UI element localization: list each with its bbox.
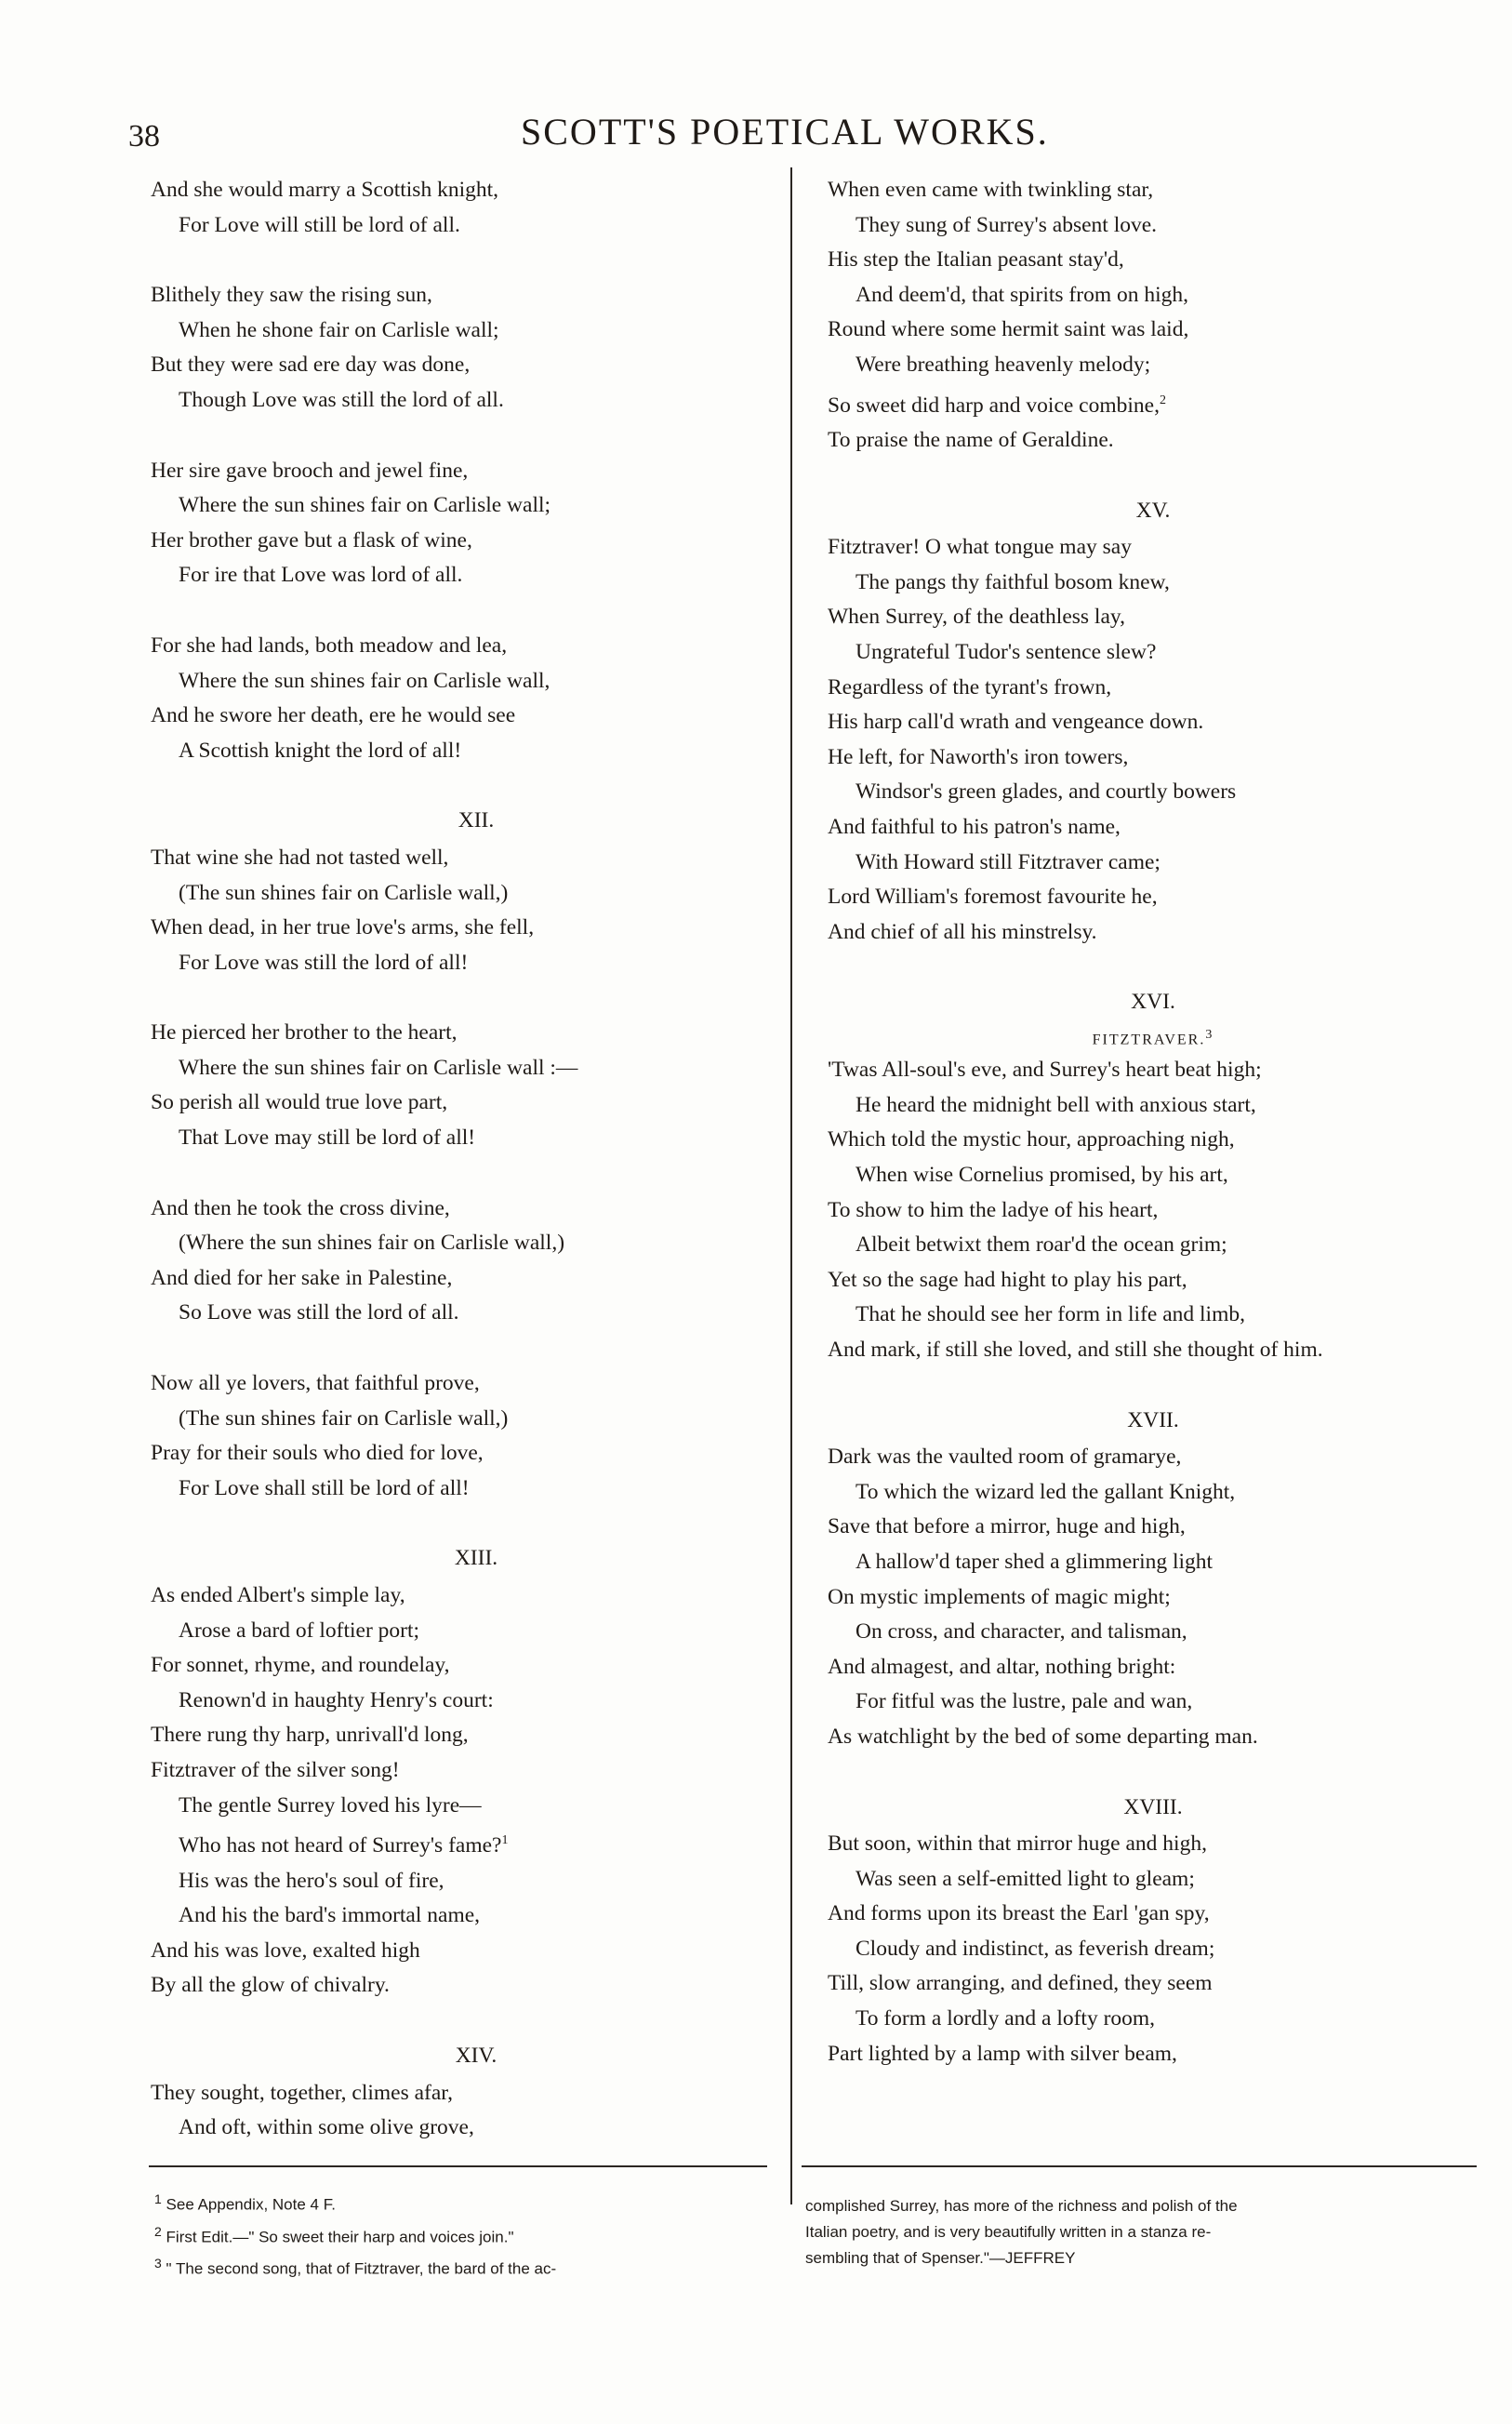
stanza xyxy=(151,173,802,243)
verse-text: Till, slow arranging, and defined, they seem xyxy=(828,1971,1213,1996)
verse-text: Part lighted by a lamp with silver beam, xyxy=(828,2041,1177,2066)
verse-text: Blithely they saw the rising sun, xyxy=(151,283,432,308)
verse-line xyxy=(828,740,1479,776)
verse-text: When he shone fair on Carlisle wall; xyxy=(179,317,499,342)
verse-line xyxy=(828,1862,1479,1898)
verse-text: Her brother gave but a flask of wine, xyxy=(151,527,472,553)
verse-text: (The sun shines fair on Carlisle wall,) xyxy=(179,880,509,905)
verse-text: And she would marry a Scottish knight, xyxy=(151,178,499,202)
stanza xyxy=(151,454,802,593)
verse-text: When even came with twinkling star, xyxy=(828,178,1154,202)
verse-text: Save that before a mirror, huge and high, xyxy=(828,1514,1186,1539)
verse-line xyxy=(828,1510,1479,1545)
verse-text: Where the sun shines fair on Carlisle wall; xyxy=(179,493,551,518)
stanza xyxy=(151,841,802,980)
verse-text: To show to him the ladye of his heart, xyxy=(828,1197,1159,1222)
verse-line xyxy=(828,1685,1479,1720)
verse-line xyxy=(828,1298,1479,1333)
verse-text: That Love may still be lord of all! xyxy=(179,1125,476,1151)
verse-text: And deem'd, that spirits from on high, xyxy=(855,282,1188,307)
stanza xyxy=(151,2076,802,2146)
verse-text: Yet so the sage had hight to play his part, xyxy=(828,1267,1187,1292)
footnote-text: sembling that of Spenser."—JEFFREY xyxy=(805,2249,1076,2267)
verse-line xyxy=(151,1472,802,1507)
verse-line xyxy=(828,1053,1479,1088)
verse-line xyxy=(151,1898,802,1934)
verse-line xyxy=(151,558,802,593)
verse-text: On mystic implements of magic might; xyxy=(828,1584,1171,1609)
footnote xyxy=(154,2250,773,2283)
verse-text: Now all ye lovers, that faithful prove, xyxy=(151,1371,480,1396)
verse-text: Windsor's green glades, and courtly bowers xyxy=(855,779,1237,805)
stanza xyxy=(151,1192,802,1331)
footnote xyxy=(805,2219,1477,2245)
verse-line xyxy=(151,1226,802,1261)
verse-line xyxy=(151,1823,802,1863)
verse-text: Which told the mystic hour, approaching nigh, xyxy=(828,1127,1235,1152)
verse-line xyxy=(151,348,802,383)
verse-line xyxy=(828,1440,1479,1475)
verse-line xyxy=(151,911,802,946)
verse-line xyxy=(828,313,1479,348)
verse-line xyxy=(151,2111,802,2146)
verse-line xyxy=(828,2002,1479,2037)
verse-text: For Love was still the lord of all! xyxy=(179,950,469,975)
verse-line xyxy=(828,915,1479,951)
verse-line xyxy=(828,566,1479,601)
verse-text: As watchlight by the bed of some departing man. xyxy=(828,1724,1258,1749)
verse-line xyxy=(151,1261,802,1297)
verse-text: To form a lordly and a lofty room, xyxy=(855,2006,1156,2031)
verse-text: So sweet did harp and voice combine, xyxy=(828,393,1160,418)
verse-text: That wine she had not tasted well, xyxy=(151,845,449,870)
verse-text: 'Twas All-soul's eve, and Surrey's heart beat high; xyxy=(828,1058,1262,1083)
verse-text: On cross, and character, and talisman, xyxy=(855,1619,1187,1645)
stanza xyxy=(151,1016,802,1155)
verse-line xyxy=(828,1333,1479,1368)
verse-text: And mark, if still she loved, and still she thought of him. xyxy=(828,1337,1323,1362)
footnote-number: 1 xyxy=(154,2191,162,2206)
verse-text: Though Love was still the lord of all. xyxy=(179,387,504,412)
verse-text: And oft, within some olive grove, xyxy=(179,2115,474,2140)
verse-line xyxy=(828,600,1479,635)
verse-line xyxy=(828,1475,1479,1511)
verse-line xyxy=(828,278,1479,313)
verse-text: Fitztraver! O what tongue may say xyxy=(828,535,1132,560)
verse-text: And then he took the cross divine, xyxy=(151,1195,450,1220)
verse-text: He heard the midnight bell with anxious start, xyxy=(855,1092,1256,1117)
verse-line xyxy=(828,1897,1479,1932)
stanza xyxy=(828,173,1479,459)
verse-text: His was the hero's soul of fire, xyxy=(179,1868,444,1893)
footnotes-left xyxy=(154,2186,773,2283)
verse-line xyxy=(151,1436,802,1472)
verse-line xyxy=(828,1615,1479,1650)
verse-text: His harp call'd wrath and vengeance down. xyxy=(828,710,1204,735)
verse-line xyxy=(151,524,802,559)
verse-text: That he should see her form in life and limb, xyxy=(855,1302,1245,1327)
verse-line xyxy=(828,2037,1479,2072)
verse-line xyxy=(151,278,802,313)
verse-line xyxy=(828,243,1479,278)
verse-text: By all the glow of chivalry. xyxy=(151,1973,390,1998)
verse-text: Fitztraver of the silver song! xyxy=(151,1757,400,1782)
footnote-text: complished Surrey, has more of the richness and polish of the xyxy=(805,2197,1238,2215)
verse-line xyxy=(828,705,1479,740)
verse-text: A Scottish knight the lord of all! xyxy=(179,738,462,763)
verse-line xyxy=(151,173,802,208)
verse-line xyxy=(151,1934,802,1969)
verse-line xyxy=(151,1684,802,1719)
verse-line xyxy=(151,734,802,769)
footnote-rule-right xyxy=(802,2165,1477,2167)
verse-line xyxy=(151,383,802,419)
section-subheading xyxy=(828,1022,1479,1053)
verse-line xyxy=(828,1193,1479,1229)
footnote xyxy=(154,2186,773,2218)
verse-text: As ended Albert's simple lay, xyxy=(151,1583,405,1607)
verse-line xyxy=(151,699,802,734)
footnote-number: 3 xyxy=(154,2256,162,2271)
page-number: 38 xyxy=(128,119,160,153)
verse-line xyxy=(151,841,802,876)
stanza xyxy=(151,278,802,418)
verse-line xyxy=(828,1123,1479,1158)
footnote-marker: 2 xyxy=(1159,393,1166,407)
verse-line xyxy=(828,1228,1479,1263)
section-number: XIV. xyxy=(455,2043,497,2068)
verse-line xyxy=(828,635,1479,671)
verse-text: (The sun shines fair on Carlisle wall,) xyxy=(179,1405,509,1431)
verse-line xyxy=(151,1051,802,1086)
left-column xyxy=(151,173,802,2181)
verse-line xyxy=(828,530,1479,566)
verse-text: And died for her sake in Palestine, xyxy=(151,1265,453,1290)
verse-text: But soon, within that mirror huge and high, xyxy=(828,1831,1207,1857)
verse-text: He left, for Naworth's iron towers, xyxy=(828,744,1129,769)
verse-text: (Where the sun shines fair on Carlisle wall,) xyxy=(179,1231,565,1256)
verse-line xyxy=(151,208,802,244)
verse-text: And almagest, and altar, nothing bright: xyxy=(828,1654,1176,1679)
verse-line xyxy=(151,1864,802,1899)
section-number: XVIII. xyxy=(1123,1794,1183,1819)
verse-line xyxy=(828,880,1479,915)
verse-line xyxy=(828,208,1479,244)
verse-text: Round where some hermit saint was laid, xyxy=(828,317,1189,342)
footnote-text: " The second song, that of Fitztraver, the bard of the ac- xyxy=(166,2259,557,2278)
verse-text: For sonnet, rhyme, and roundelay, xyxy=(151,1653,450,1678)
verse-text: Where the sun shines fair on Carlisle wall, xyxy=(179,668,550,693)
verse-text: And he swore her death, ere he would see xyxy=(151,703,516,728)
footnote xyxy=(805,2245,1477,2271)
verse-text: They sought, together, climes afar, xyxy=(151,2080,454,2105)
verse-line xyxy=(828,1545,1479,1580)
verse-line xyxy=(828,671,1479,706)
footnote xyxy=(805,2193,1477,2219)
verse-line xyxy=(828,846,1479,881)
verse-line xyxy=(151,1192,802,1227)
verse-line xyxy=(828,775,1479,810)
verse-text: So perish all would true love part, xyxy=(151,1090,448,1115)
stanza xyxy=(151,1578,802,2004)
verse-text: But they were sad ere day was done, xyxy=(151,353,471,378)
verse-line xyxy=(151,1718,802,1753)
stanza xyxy=(828,530,1479,950)
verse-text: To which the wizard led the gallant Knight, xyxy=(855,1479,1236,1504)
verse-line xyxy=(151,2076,802,2111)
verse-line xyxy=(828,1580,1479,1616)
section-number: XII. xyxy=(458,808,495,833)
verse-text: To praise the name of Geraldine. xyxy=(828,427,1114,452)
verse-text: For Love will still be lord of all. xyxy=(179,212,460,237)
stanza xyxy=(828,1053,1479,1367)
verse-text: Her sire gave brooch and jewel fine, xyxy=(151,458,469,483)
verse-line xyxy=(828,423,1479,459)
verse-line xyxy=(828,173,1479,208)
verse-line xyxy=(151,946,802,981)
verse-line xyxy=(151,1402,802,1437)
verse-line xyxy=(151,1753,802,1789)
verse-text: Regardless of the tyrant's frown, xyxy=(828,674,1112,699)
verse-text: Pray for their souls who died for love, xyxy=(151,1441,484,1466)
verse-line xyxy=(151,1366,802,1402)
footnote-marker: 3 xyxy=(1205,1027,1214,1042)
footnotes-right xyxy=(805,2193,1477,2271)
verse-text: When Surrey, of the deathless lay, xyxy=(828,605,1125,630)
verse-line xyxy=(151,1016,802,1051)
verse-text: For she had lands, both meadow and lea, xyxy=(151,633,508,658)
verse-text: With Howard still Fitztraver came; xyxy=(855,849,1161,874)
running-title: SCOTT'S POETICAL WORKS. xyxy=(521,111,1049,153)
footnote xyxy=(154,2218,773,2251)
right-column xyxy=(828,173,1479,2107)
verse-line xyxy=(151,1789,802,1824)
verse-line xyxy=(828,348,1479,383)
verse-text: Arose a bard of loftier port; xyxy=(179,1618,420,1643)
stanza xyxy=(151,629,802,768)
footnote-marker: 1 xyxy=(501,1833,509,1848)
verse-line xyxy=(828,1263,1479,1299)
verse-line xyxy=(828,1966,1479,2002)
verse-text: Renown'd in haughty Henry's court: xyxy=(179,1687,494,1712)
footnote-text: First Edit.—" So sweet their harp and voices join." xyxy=(166,2228,514,2246)
footnote-text: Italian poetry, and is very beautifully written in a stanza re- xyxy=(805,2223,1212,2241)
section-number: XVI. xyxy=(1131,990,1175,1015)
verse-text: Ungrateful Tudor's sentence slew? xyxy=(855,639,1157,664)
verse-text: When dead, in her true love's arms, she fell, xyxy=(151,915,535,940)
verse-text: And forms upon its breast the Earl 'gan spy, xyxy=(828,1901,1210,1926)
verse-line xyxy=(151,629,802,664)
verse-text: For Love shall still be lord of all! xyxy=(179,1475,470,1500)
verse-text: And his the bard's immortal name, xyxy=(179,1903,481,1928)
verse-line xyxy=(151,876,802,912)
verse-text: His step the Italian peasant stay'd, xyxy=(828,247,1124,273)
verse-line xyxy=(828,1650,1479,1685)
verse-text: Cloudy and indistinct, as feverish dream; xyxy=(855,1936,1215,1961)
verse-line xyxy=(828,1720,1479,1755)
verse-text: Were breathing heavenly melody; xyxy=(855,352,1151,377)
verse-line xyxy=(151,664,802,699)
verse-line xyxy=(151,1578,802,1614)
verse-text: Who has not heard of Surrey's fame? xyxy=(179,1832,502,1858)
verse-text: They sung of Surrey's absent love. xyxy=(855,212,1158,237)
verse-line xyxy=(151,1614,802,1649)
verse-line xyxy=(828,1158,1479,1193)
stanza xyxy=(828,1827,1479,2071)
verse-line xyxy=(151,1968,802,2004)
section-number: XIII. xyxy=(454,1546,498,1571)
verse-line xyxy=(828,1932,1479,1967)
verse-text: And chief of all his minstrelsy. xyxy=(828,919,1097,944)
section-number: XVII. xyxy=(1127,1407,1179,1432)
footnote-text: See Appendix, Note 4 F. xyxy=(166,2195,336,2214)
verse-text: For ire that Love was lord of all. xyxy=(179,563,463,588)
verse-text: For fitful was the lustre, pale and wan, xyxy=(855,1689,1193,1714)
footnote-number: 2 xyxy=(154,2223,162,2239)
verse-line xyxy=(828,1088,1479,1124)
stanza xyxy=(828,1440,1479,1754)
verse-text: And faithful to his patron's name, xyxy=(828,814,1121,839)
verse-line xyxy=(151,1648,802,1684)
verse-line xyxy=(151,313,802,349)
section-number: XV. xyxy=(1135,498,1171,523)
footnote-rule-left xyxy=(149,2165,767,2167)
verse-line xyxy=(151,1121,802,1156)
verse-text: There rung thy harp, unrivall'd long, xyxy=(151,1723,469,1748)
verse-line xyxy=(828,810,1479,846)
verse-line xyxy=(151,454,802,489)
verse-text: When wise Cornelius promised, by his art, xyxy=(855,1163,1228,1187)
verse-text: And his was love, exalted high xyxy=(151,1938,420,1963)
verse-line xyxy=(828,383,1479,423)
verse-text: Where the sun shines fair on Carlisle wall :— xyxy=(179,1055,578,1080)
verse-text: Was seen a self-emitted light to gleam; xyxy=(855,1866,1195,1891)
verse-text: He pierced her brother to the heart, xyxy=(151,1020,458,1046)
verse-text: The gentle Surrey loved his lyre— xyxy=(179,1792,482,1818)
verse-text: The pangs thy faithful bosom knew, xyxy=(855,569,1170,594)
verse-line xyxy=(828,1827,1479,1862)
verse-line xyxy=(151,1296,802,1331)
verse-text: Albeit betwixt them roar'd the ocean grim; xyxy=(855,1232,1227,1258)
verse-text: A hallow'd taper shed a glimmering light xyxy=(855,1549,1214,1574)
verse-line xyxy=(151,488,802,524)
verse-line xyxy=(151,1085,802,1121)
verse-text: Lord William's foremost favourite he, xyxy=(828,885,1158,910)
verse-text: Dark was the vaulted room of gramarye, xyxy=(828,1445,1182,1470)
verse-text: So Love was still the lord of all. xyxy=(179,1300,459,1325)
subheading-text: FITZTRAVER. xyxy=(1092,1032,1206,1048)
stanza xyxy=(151,1366,802,1506)
